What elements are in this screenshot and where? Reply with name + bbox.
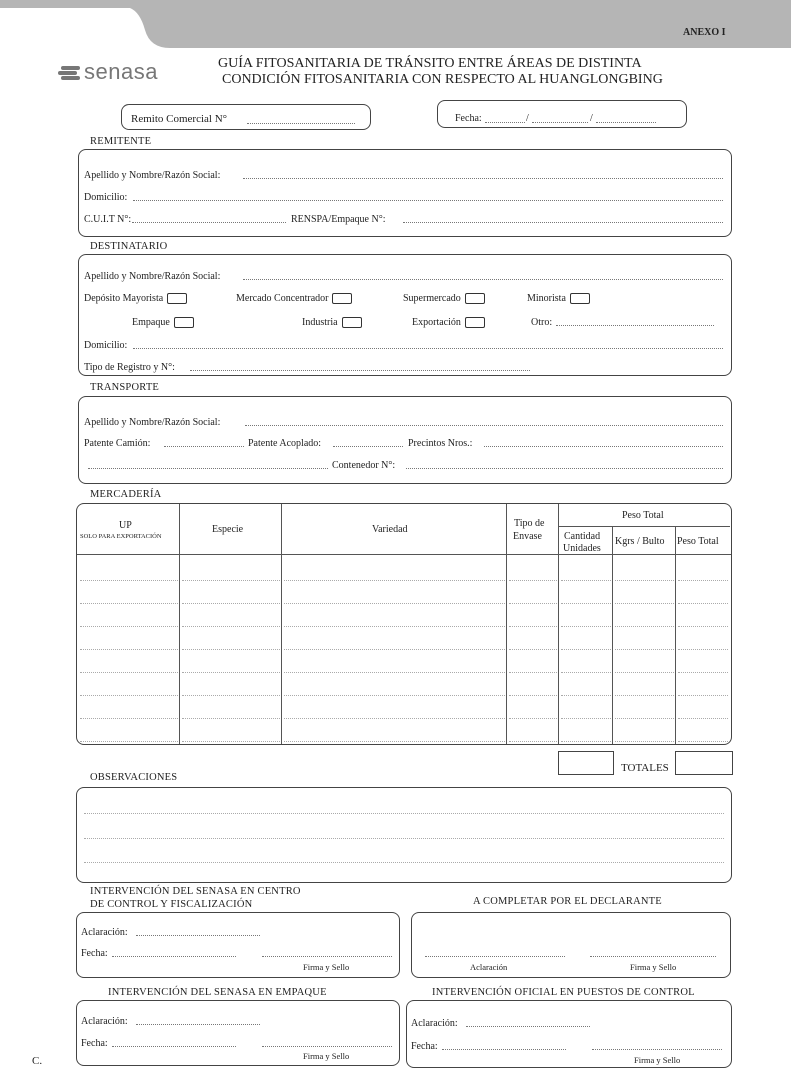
declarante-title: A COMPLETAR POR EL DECLARANTE bbox=[473, 896, 662, 907]
col-unidades: Unidades bbox=[563, 543, 601, 554]
totales-label: TOTALES bbox=[621, 762, 669, 774]
totales-cantidad-box[interactable] bbox=[558, 751, 614, 775]
destinatario-tipo-registro-label: Tipo de Registro y N°: bbox=[84, 362, 175, 373]
patente-camion-field[interactable] bbox=[164, 446, 244, 447]
table-cell[interactable] bbox=[509, 603, 557, 604]
contenedor-field[interactable] bbox=[406, 468, 723, 469]
senasa-empaque-fecha-label: Fecha: bbox=[81, 1038, 108, 1049]
col-divider bbox=[506, 504, 507, 744]
table-cell[interactable] bbox=[182, 649, 280, 650]
declarante-aclaracion-label: Aclaración bbox=[470, 962, 508, 972]
option-deposito[interactable] bbox=[84, 293, 187, 304]
table-cell[interactable] bbox=[80, 718, 178, 719]
col-divider bbox=[675, 527, 676, 744]
destinatario-domicilio-label: Domicilio: bbox=[84, 340, 128, 351]
col-peso-total-group: Peso Total bbox=[622, 510, 664, 521]
table-cell[interactable] bbox=[182, 580, 280, 581]
table-cell[interactable] bbox=[182, 695, 280, 696]
table-cell[interactable] bbox=[561, 603, 611, 604]
remitente-nombre-label: Apellido y Nombre/Razón Social: bbox=[84, 170, 221, 181]
precintos-field[interactable] bbox=[484, 446, 723, 447]
col-especie: Especie bbox=[212, 524, 244, 535]
col-kgrs: Kgrs / Bulto bbox=[615, 536, 665, 547]
senasa-empaque-firma-label: Firma y Sello bbox=[303, 1051, 350, 1061]
senasa-empaque-firma-field[interactable] bbox=[262, 1046, 392, 1047]
option-empaque-label: Empaque bbox=[132, 317, 170, 328]
table-cell[interactable] bbox=[182, 603, 280, 604]
senasa-control-title-1: INTERVENCIÓN DEL SENASA EN CENTRO bbox=[90, 886, 301, 897]
checkbox-mercado[interactable] bbox=[332, 293, 352, 304]
table-cell[interactable] bbox=[284, 695, 505, 696]
table-cell[interactable] bbox=[80, 626, 178, 627]
patente-acoplado-label: Patente Acoplado: bbox=[248, 438, 322, 449]
remitente-domicilio-label: Domicilio: bbox=[84, 192, 128, 203]
senasa-empaque-fecha-field[interactable] bbox=[112, 1046, 236, 1047]
senasa-control-aclaracion-label: Aclaración: bbox=[81, 927, 128, 938]
senasa-control-firma-field[interactable] bbox=[262, 956, 392, 957]
oficial-aclaracion-field[interactable] bbox=[466, 1026, 590, 1027]
checkbox-exportacion[interactable] bbox=[465, 317, 485, 328]
senasa-empaque-box bbox=[76, 1000, 400, 1066]
option-otro-field[interactable] bbox=[556, 325, 714, 326]
option-mercado[interactable] bbox=[236, 293, 352, 304]
title-line-2: CONDICIÓN FITOSANITARIA CON RESPECTO AL HUANGLONGBING bbox=[222, 72, 663, 87]
table-cell[interactable] bbox=[509, 626, 557, 627]
table-cell[interactable] bbox=[509, 741, 557, 742]
table-cell[interactable] bbox=[561, 626, 611, 627]
col-tipo: Tipo de bbox=[514, 518, 545, 529]
fecha-label: Fecha: bbox=[455, 113, 482, 124]
oficial-firma-field[interactable] bbox=[592, 1049, 722, 1050]
table-cell[interactable] bbox=[509, 672, 557, 673]
table-cell[interactable] bbox=[678, 603, 728, 604]
table-cell[interactable] bbox=[615, 626, 674, 627]
option-minorista[interactable] bbox=[527, 293, 590, 304]
senasa-control-title-2: DE CONTROL Y FISCALIZACIÓN bbox=[90, 899, 253, 910]
option-otro-label: Otro: bbox=[531, 317, 553, 328]
table-cell[interactable] bbox=[284, 741, 505, 742]
observaciones-box[interactable] bbox=[76, 787, 732, 883]
senasa-control-aclaracion-field[interactable] bbox=[136, 935, 260, 936]
totales-peso-box[interactable] bbox=[675, 751, 733, 775]
oficial-aclaracion-label: Aclaración: bbox=[411, 1018, 458, 1029]
col-divider bbox=[179, 504, 180, 744]
table-cell[interactable] bbox=[80, 741, 178, 742]
checkbox-deposito[interactable] bbox=[167, 293, 187, 304]
transporte-nombre-label: Apellido y Nombre/Razón Social: bbox=[84, 417, 221, 428]
fecha-month-field[interactable] bbox=[532, 122, 588, 123]
observaciones-line[interactable] bbox=[84, 862, 724, 863]
patente-acoplado-field[interactable] bbox=[333, 446, 403, 447]
remitente-nombre-field[interactable] bbox=[243, 178, 723, 179]
patente-camion-label: Patente Camión: bbox=[84, 438, 151, 449]
fecha-year-field[interactable] bbox=[596, 122, 656, 123]
transporte-extra-field[interactable] bbox=[88, 468, 328, 469]
destinatario-domicilio-field[interactable] bbox=[133, 348, 723, 349]
table-cell[interactable] bbox=[615, 672, 674, 673]
table-cell[interactable] bbox=[678, 649, 728, 650]
title-line-1: GUÍA FITOSANITARIA DE TRÁNSITO ENTRE ÁREAS DE DISTINTA bbox=[218, 56, 642, 71]
senasa-empaque-aclaracion-field[interactable] bbox=[136, 1024, 260, 1025]
remito-field[interactable] bbox=[247, 123, 355, 124]
logo-text: senasa bbox=[84, 59, 158, 84]
option-minorista-label: Minorista bbox=[527, 293, 566, 304]
table-cell[interactable] bbox=[561, 741, 611, 742]
declarante-box bbox=[411, 912, 731, 978]
option-supermercado-label: Supermercado bbox=[403, 293, 461, 304]
senasa-empaque-title: INTERVENCIÓN DEL SENASA EN EMPAQUE bbox=[108, 987, 327, 998]
table-cell[interactable] bbox=[561, 649, 611, 650]
declarante-aclaracion-field[interactable] bbox=[425, 956, 565, 957]
destinatario-nombre-label: Apellido y Nombre/Razón Social: bbox=[84, 271, 221, 282]
table-cell[interactable] bbox=[80, 603, 178, 604]
observaciones-line[interactable] bbox=[84, 813, 724, 814]
col-envase: Envase bbox=[513, 531, 542, 542]
logo-mark-icon bbox=[58, 66, 80, 80]
fecha-day-field[interactable] bbox=[485, 122, 525, 123]
fecha-sep: / bbox=[526, 113, 529, 124]
oficial-box bbox=[406, 1000, 732, 1068]
col-divider bbox=[558, 504, 559, 744]
option-mercado-label: Mercado Concentrador bbox=[236, 293, 329, 304]
remito-label: Remito Comercial N° bbox=[131, 113, 228, 125]
table-cell[interactable] bbox=[182, 626, 280, 627]
table-cell[interactable] bbox=[509, 580, 557, 581]
footer-mark: C. bbox=[32, 1055, 43, 1067]
table-cell[interactable] bbox=[678, 741, 728, 742]
remitente-domicilio-field[interactable] bbox=[133, 200, 723, 201]
col-peso-total: Peso Total bbox=[677, 536, 719, 547]
transporte-nombre-field[interactable] bbox=[245, 425, 723, 426]
table-cell[interactable] bbox=[615, 580, 674, 581]
table-cell[interactable] bbox=[615, 718, 674, 719]
table-cell[interactable] bbox=[561, 718, 611, 719]
oficial-title: INTERVENCIÓN OFICIAL EN PUESTOS DE CONTROL bbox=[432, 987, 695, 998]
table-cell[interactable] bbox=[615, 649, 674, 650]
table-cell[interactable] bbox=[182, 718, 280, 719]
table-cell[interactable] bbox=[561, 672, 611, 673]
table-cell[interactable] bbox=[678, 672, 728, 673]
declarante-firma-label: Firma y Sello bbox=[630, 962, 677, 972]
destinatario-nombre-field[interactable] bbox=[243, 279, 723, 280]
table-cell[interactable] bbox=[182, 672, 280, 673]
contenedor-label: Contenedor N°: bbox=[332, 460, 396, 471]
remitente-renspa-field[interactable] bbox=[403, 222, 723, 223]
remitente-cuit-field[interactable] bbox=[132, 222, 286, 223]
option-empaque[interactable] bbox=[132, 317, 194, 328]
table-cell[interactable] bbox=[284, 603, 505, 604]
col-divider bbox=[281, 504, 282, 744]
table-cell[interactable] bbox=[678, 718, 728, 719]
option-exportacion-label: Exportación bbox=[412, 317, 461, 328]
option-deposito-label: Depósito Mayorista bbox=[84, 293, 164, 304]
checkbox-supermercado[interactable] bbox=[465, 293, 485, 304]
checkbox-minorista[interactable] bbox=[570, 293, 590, 304]
table-cell[interactable] bbox=[284, 626, 505, 627]
transporte-title: TRANSPORTE bbox=[90, 382, 160, 393]
option-industria-label: Industria bbox=[302, 317, 338, 328]
col-cantidad: Cantidad bbox=[564, 531, 601, 542]
observaciones-title: OBSERVACIONES bbox=[90, 772, 178, 783]
option-exportacion[interactable] bbox=[412, 317, 485, 328]
table-cell[interactable] bbox=[678, 626, 728, 627]
senasa-control-firma-label: Firma y Sello bbox=[303, 962, 350, 972]
table-cell[interactable] bbox=[509, 695, 557, 696]
col-up-sub: SOLO PARA EXPORTACIÓN bbox=[80, 533, 162, 540]
table-cell[interactable] bbox=[80, 695, 178, 696]
peso-group-divider bbox=[558, 526, 730, 527]
mercaderia-title: MERCADERÍA bbox=[90, 489, 162, 500]
destinatario-tipo-registro-field[interactable] bbox=[190, 370, 530, 371]
option-supermercado[interactable] bbox=[403, 293, 485, 304]
oficial-fecha-field[interactable] bbox=[442, 1049, 566, 1050]
senasa-control-fecha-field[interactable] bbox=[112, 956, 236, 957]
senasa-empaque-aclaracion-label: Aclaración: bbox=[81, 1016, 128, 1027]
table-cell[interactable] bbox=[678, 695, 728, 696]
col-variedad: Variedad bbox=[372, 524, 408, 535]
table-cell[interactable] bbox=[615, 741, 674, 742]
table-cell[interactable] bbox=[80, 672, 178, 673]
table-cell[interactable] bbox=[509, 718, 557, 719]
option-industria[interactable] bbox=[302, 317, 362, 328]
table-cell[interactable] bbox=[284, 580, 505, 581]
table-cell[interactable] bbox=[80, 580, 178, 581]
senasa-control-box bbox=[76, 912, 400, 978]
oficial-fecha-label: Fecha: bbox=[411, 1041, 438, 1052]
table-cell[interactable] bbox=[284, 649, 505, 650]
table-cell[interactable] bbox=[284, 672, 505, 673]
table-cell[interactable] bbox=[509, 649, 557, 650]
checkbox-industria[interactable] bbox=[342, 317, 362, 328]
header-band bbox=[0, 0, 791, 50]
remitente-cuit-label: C.U.I.T N°: bbox=[84, 214, 132, 225]
transporte-box bbox=[78, 396, 732, 484]
table-cell[interactable] bbox=[615, 603, 674, 604]
table-cell[interactable] bbox=[80, 649, 178, 650]
observaciones-line[interactable] bbox=[84, 838, 724, 839]
checkbox-empaque[interactable] bbox=[174, 317, 194, 328]
table-cell[interactable] bbox=[678, 580, 728, 581]
remitente-renspa-label: RENSPA/Empaque N°: bbox=[291, 214, 386, 225]
remitente-title: REMITENTE bbox=[90, 136, 152, 147]
declarante-firma-field[interactable] bbox=[590, 956, 716, 957]
col-up: UP bbox=[119, 520, 132, 531]
col-divider bbox=[612, 527, 613, 744]
precintos-label: Precintos Nros.: bbox=[408, 438, 473, 449]
table-cell[interactable] bbox=[182, 741, 280, 742]
senasa-control-fecha-label: Fecha: bbox=[81, 948, 108, 959]
table-cell[interactable] bbox=[615, 695, 674, 696]
fecha-sep: / bbox=[590, 113, 593, 124]
table-cell[interactable] bbox=[561, 580, 611, 581]
table-cell[interactable] bbox=[561, 695, 611, 696]
oficial-firma-label: Firma y Sello bbox=[634, 1055, 681, 1065]
table-cell[interactable] bbox=[284, 718, 505, 719]
destinatario-title: DESTINATARIO bbox=[90, 241, 168, 252]
table-header-divider bbox=[77, 554, 731, 555]
remitente-box bbox=[78, 149, 732, 237]
annex-label: ANEXO I bbox=[683, 27, 726, 38]
